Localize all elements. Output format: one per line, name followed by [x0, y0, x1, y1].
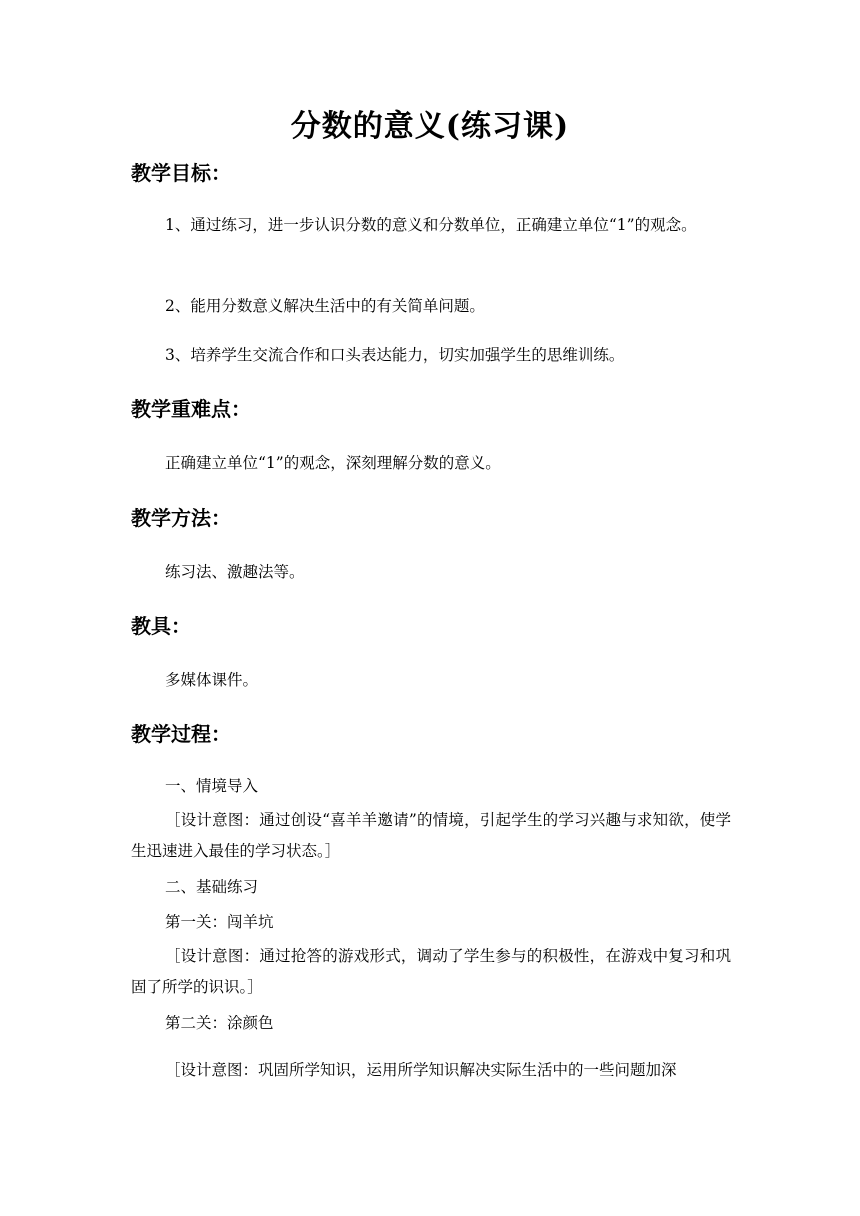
objectives-heading: 教学目标： [131, 161, 231, 185]
process-level1-intent: ［设计意图：通过抢答的游戏形式，调动了学生参与的积极性，在游戏中复习和巩固了所学的识识。］ [131, 947, 731, 996]
key-points-text: 正确建立单位“1”的观念，深刻理解分数的意义。 [165, 454, 501, 472]
process-level1-title: 第一关：闯羊坑 [165, 913, 274, 931]
key-points-heading: 教学重难点： [131, 397, 251, 421]
objective-item-1: 1、通过练习，进一步认识分数的意义和分数单位，正确建立单位“1”的观念。 [165, 216, 697, 234]
process-level2-title: 第二关：涂颜色 [165, 1014, 274, 1032]
tools-text: 多媒体课件。 [165, 671, 259, 689]
process-step2-title: 二、基础练习 [165, 878, 259, 896]
process-step1-title: 一、情境导入 [165, 777, 259, 795]
methods-text: 练习法、激趣法等。 [165, 563, 305, 581]
process-level2-intent: ［设计意图：巩固所学知识，运用所学知识解决实际生活中的一些问题加深 [165, 1061, 677, 1079]
process-step1-intent: ［设计意图：通过创设“喜羊羊邀请”的情境，引起学生的学习兴趣与求知欲，使学生迅速进入最佳的学习状态。］ [131, 811, 731, 860]
objective-item-2: 2、能用分数意义解决生活中的有关简单问题。 [165, 297, 485, 315]
process-heading: 教学过程： [131, 722, 231, 746]
objective-item-3: 3、培养学生交流合作和口头表达能力，切实加强学生的思维训练。 [165, 346, 625, 364]
document-title: 分数的意义(练习课) [290, 109, 570, 144]
tools-heading: 教具： [131, 614, 191, 638]
methods-heading: 教学方法： [131, 506, 231, 530]
